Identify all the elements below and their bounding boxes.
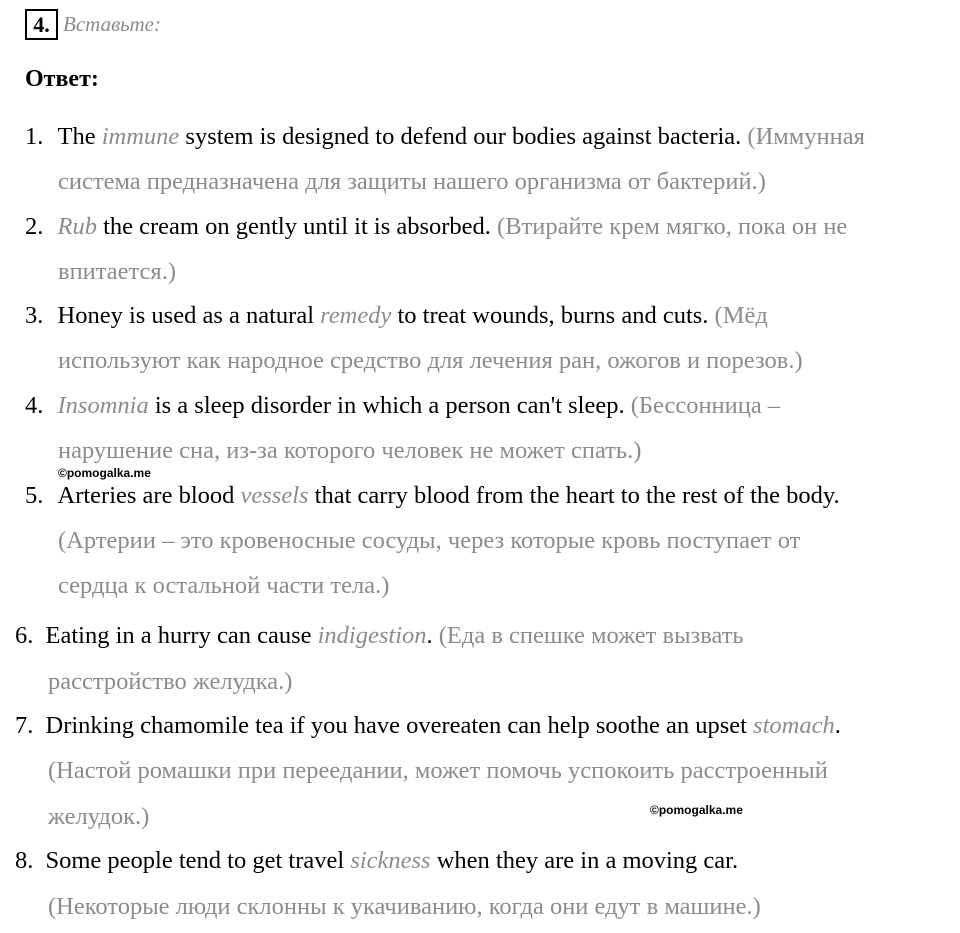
translation-line: нарушение сна, из-за которого человек не может спать.): [58, 437, 642, 464]
list-item-4: [25, 392, 780, 420]
inserted-word: sickness: [350, 847, 431, 874]
watermark: ©pomogalka.me: [650, 803, 743, 817]
item-number: 6.: [15, 622, 34, 649]
item-number: 4.: [25, 392, 44, 419]
item-number: 1.: [25, 123, 44, 150]
sentence-before: Drinking chamomile tea if you have overeaten can help soothe an upset: [45, 712, 754, 739]
list-item-5: [25, 482, 840, 510]
translation: (Втирайте крем мягко, пока он не: [490, 213, 848, 240]
sentence-after: is a sleep disorder in which a person can't sleep.: [148, 392, 625, 419]
sentence-after: .: [426, 622, 433, 649]
translation-line: система предназначена для защиты нашего организма от бактерий.): [58, 168, 766, 195]
list-item-8: [15, 847, 738, 875]
sentence-after: to treat wounds, burns and cuts.: [391, 302, 709, 329]
item-number: 8.: [15, 847, 34, 874]
task-instruction: Вставьте:: [63, 12, 161, 36]
sentence-after: that carry blood from the heart to the rest of the body.: [308, 482, 840, 509]
translation-line: (Артерии – это кровеносные сосуды, через которые кровь поступает от: [58, 527, 801, 554]
list-item-6: [15, 622, 744, 650]
translation: (Еда в спешке может вызвать: [432, 622, 744, 649]
list-item-3: [25, 302, 768, 330]
translation: (Иммунная: [741, 123, 865, 150]
translation-line: сердца к остальной части тела.): [58, 572, 390, 599]
sentence-before: Eating in a hurry can cause: [45, 622, 318, 649]
inserted-word: Rub: [57, 213, 97, 240]
translation-line: расстройство желудка.): [48, 668, 293, 695]
list-item-1: [25, 123, 865, 151]
inserted-word: stomach: [753, 712, 835, 739]
inserted-word: vessels: [240, 482, 309, 509]
translation-line: (Настой ромашки при переедании, может помочь успокоить расстроенный: [48, 757, 828, 784]
list-item-2: [25, 213, 847, 241]
item-number: 3.: [25, 302, 44, 329]
translation-line: (Некоторые люди склонны к укачиванию, когда они едут в машине.): [48, 893, 761, 920]
translation-line: желудок.): [48, 803, 150, 830]
translation-line: используют как народное средство для лечения ран, ожогов и порезов.): [58, 347, 803, 374]
item-number: 5.: [25, 482, 44, 509]
sentence-after: .: [834, 712, 841, 739]
task-number: 4.: [25, 9, 58, 40]
inserted-word: immune: [101, 123, 180, 150]
answer-label: Ответ:: [25, 66, 99, 92]
sentence-after: when they are in a moving car.: [430, 847, 739, 874]
sentence-before: The: [57, 123, 102, 150]
sentence-before: Some people tend to get travel: [45, 847, 351, 874]
inserted-word: indigestion: [317, 622, 427, 649]
sentence-before: Honey is used as a natural: [57, 302, 321, 329]
watermark: ©pomogalka.me: [58, 466, 151, 480]
sentence-after: the cream on gently until it is absorbed.: [96, 213, 491, 240]
item-number: 7.: [15, 712, 34, 739]
list-item-7: [15, 712, 841, 740]
sentence-after: system is designed to defend our bodies against bacteria.: [179, 123, 742, 150]
translation: (Бессонница –: [624, 392, 781, 419]
inserted-word: remedy: [320, 302, 392, 329]
inserted-word: Insomnia: [57, 392, 149, 419]
sentence-before: Arteries are blood: [57, 482, 241, 509]
item-number: 2.: [25, 213, 44, 240]
translation: (Мёд: [708, 302, 768, 329]
translation-line: впитается.): [58, 258, 176, 285]
